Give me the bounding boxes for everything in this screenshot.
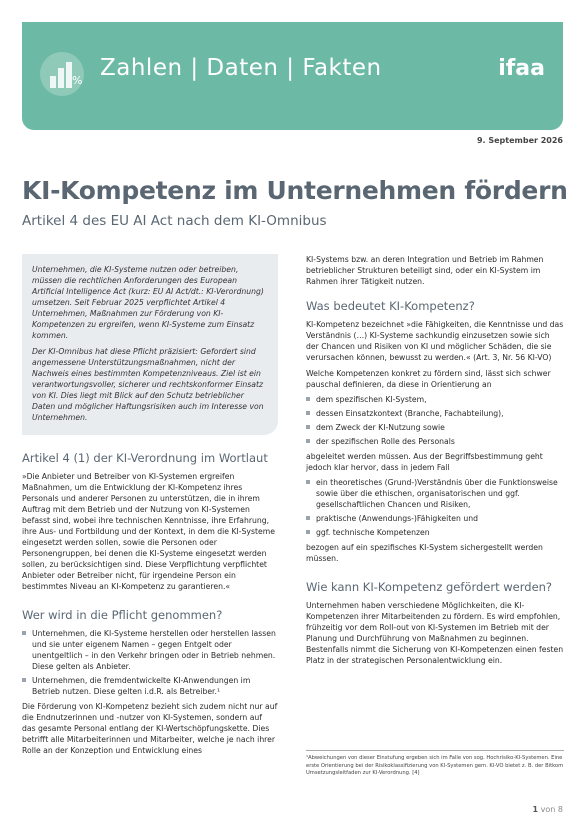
list-item: praktische (Anwendungs-)Fähigkeiten und <box>306 513 564 524</box>
body-paragraph: KI-Kompetenz bezeichnet »die Fähigkeiten, die Kenntnisse und das Verständnis (…) KI-Systeme sachkundig einzusetzen sowie sich der Chancen und Risiken von KI und möglicher Schäden, die sie verursachen können, bewusst zu werden.« (Art. 3, Nr. 56 KI-VO) <box>306 320 564 362</box>
section-heading-obligation: Wer wird in die Pflicht genommen? <box>22 608 223 622</box>
obligation-list <box>22 628 278 697</box>
list-item: der spezifischen Rolle des Personals <box>306 436 564 447</box>
body-paragraph: Unternehmen haben verschiedene Möglichkeiten, die KI-Kompetenzen ihrer Mitarbeitenden zu fördern. Es wird empfohlen, frühzeitig vor dem Roll-out von KI-Systemen im Betrieb mit der Planung und Durchführung von Maßnahmen zu beginnen. Bestenfalls nimmt die Sicherung von KI-Kompetenzen einen festen Platz in der strategischen Personalentwicklung ein. <box>306 601 564 665</box>
section-heading-article4: Artikel 4 (1) der KI-Verordnung im Wortlaut <box>22 451 268 465</box>
body-paragraph: Welche Kompetenzen konkret zu fördern sind, lässt sich schwer pauschal definieren, da diese in Orientierung an <box>306 369 551 389</box>
header-title: Zahlen | Daten | Fakten <box>100 55 382 81</box>
list-item: dem Zweck der KI-Nutzung sowie <box>306 422 564 433</box>
body-paragraph: KI-Systems bzw. an deren Integration und Betrieb im Rahmen betrieblicher Strukturen beteiligt sind, oder ein KI-System im Rahmen ihrer Tätigkeit nutzen. <box>306 255 544 286</box>
section-heading-promotion: Wie kann KI-Kompetenz gefördert werden? <box>306 580 553 594</box>
current-page: 1 <box>532 805 539 814</box>
body-paragraph: bezogen auf ein spezifisches KI-System sichergestellt werden müssen. <box>306 543 543 563</box>
page-subtitle: Artikel 4 des EU AI Act nach dem KI-Omnibus <box>22 213 327 229</box>
svg-text:%: % <box>72 74 83 87</box>
footnote: ¹Abweichungen von dieser Einstufung ergeben sich im Falle von sog. Hochrisiko-KI-Systemen. Eine erste Orientierung bei der Risikoklassifizierung von KI-Systemen gem. KI-VO bietet z. B. der Bitkom Umsetzungsleitfaden zur KI-Verordnung. [4] <box>306 750 564 778</box>
list-item: ein theoretisches (Grund-)Verständnis über die Funktionsweise sowie über die ethischen, organisatorischen und ggf. gesellschaftlichen Chancen und Risiken, <box>306 477 564 510</box>
list-item: Unternehmen, die fremdentwickelte KI-Anwendungen im Betrieb nutzen. Diese gelten i.d.R. als Betreiber.¹ <box>22 675 278 697</box>
header-banner <box>22 22 563 130</box>
section-heading-definition: Was bedeutet KI-Kompetenz? <box>306 299 475 313</box>
page-total: von 8 <box>540 805 563 814</box>
intro-paragraph: Der KI-Omnibus hat diese Pflicht präzisiert: Gefordert sind angemessene Unterstützungsmaßnahmen, nicht der Nachweis eines bestimmten Kompetenzniveaus. Ziel ist ein verantwortungsvoller, sicherer und rechtskonformer Einsatz von KI. Dies liegt mit Blick auf den Schutz betrieblicher Daten und möglicher Haftungsrisiken auch im Interesse von Unternehmen. <box>32 347 264 422</box>
article-quote: »Die Anbieter und Betreiber von KI-Systemen ergreifen Maßnahmen, um die Entwicklung der KI-Kompetenz ihres Personals und anderer Personen zu unterstützen, die in ihrem Auftrag mit dem Betrieb und der Nutzung von KI-Systemen befasst sind, wobei ihre technischen Kenntnisse, ihre Erfahrung, ihre Aus- und Fortbildung und der Kontext, in dem die KI-Systeme eingesetzt werden sollen, sowie die Personen oder Personengruppen, bei denen die KI-Systeme eingesetzt werden sollen, zu berücksichtigen sind. Diese Verpflichtung verpflichtet Anbieter oder Betreiber nicht, für irgendeine Person ein bestimmtes Niveau an KI-Kompetenz zu garantieren.« <box>22 472 275 591</box>
statistics-logo-icon <box>38 50 86 98</box>
competence-list <box>306 477 564 538</box>
brand-logo[interactable]: ifaa <box>498 56 545 81</box>
left-column <box>22 254 278 756</box>
list-item: Unternehmen, die KI-Systeme herstellen oder herstellen lassen und sie unter eigenem Namen – gegen Entgelt oder unentgeltlich – in den Verkehr bringen oder in Betrieb nehmen. Diese gelten als Anbieter. <box>22 628 278 672</box>
body-paragraph: abgeleitet werden müssen. Aus der Begriffsbestimmung geht jedoch klar hervor, dass in jedem Fall <box>306 452 543 472</box>
list-item: dessen Einsatzkontext (Branche, Fachabteilung), <box>306 408 564 419</box>
publication-date: 9. September 2026 <box>476 136 563 145</box>
list-item: ggf. technische Kompetenzen <box>306 527 564 538</box>
list-item: dem spezifischen KI-System, <box>306 394 564 405</box>
intro-paragraph: Unternehmen, die KI-Systeme nutzen oder betreiben, müssen die rechtlichen Anforderungen des European Artificial Intelligence Act (kurz: EU AI Act/dt.: KI-Verordnung) umsetzen. Seit Februar 2025 verpflichtet Artikel 4 Unternehmen, Maßnahmen zur Förderung von KI-Kompetenzen zu ergreifen, wenn KI-Systeme zum Einsatz kommen. <box>32 265 264 340</box>
body-paragraph: Die Förderung von KI-Kompetenz bezieht sich zudem nicht nur auf die Endnutzerinnen und -nutzer von KI-Systemen, sondern auf das gesamte Personal entlang der KI-Wertschöpfungskette. Dies betrifft alle Mitarbeiterinnen und Mitarbeiter, welche je nach ihrer Rolle an der Konzeption und Entwicklung eines <box>22 702 278 755</box>
right-column <box>306 254 564 666</box>
page-title: KI-Kompetenz im Unternehmen fördern <box>22 176 568 205</box>
page-number <box>533 805 563 814</box>
intro-box <box>22 254 278 435</box>
orientation-list <box>306 394 564 447</box>
